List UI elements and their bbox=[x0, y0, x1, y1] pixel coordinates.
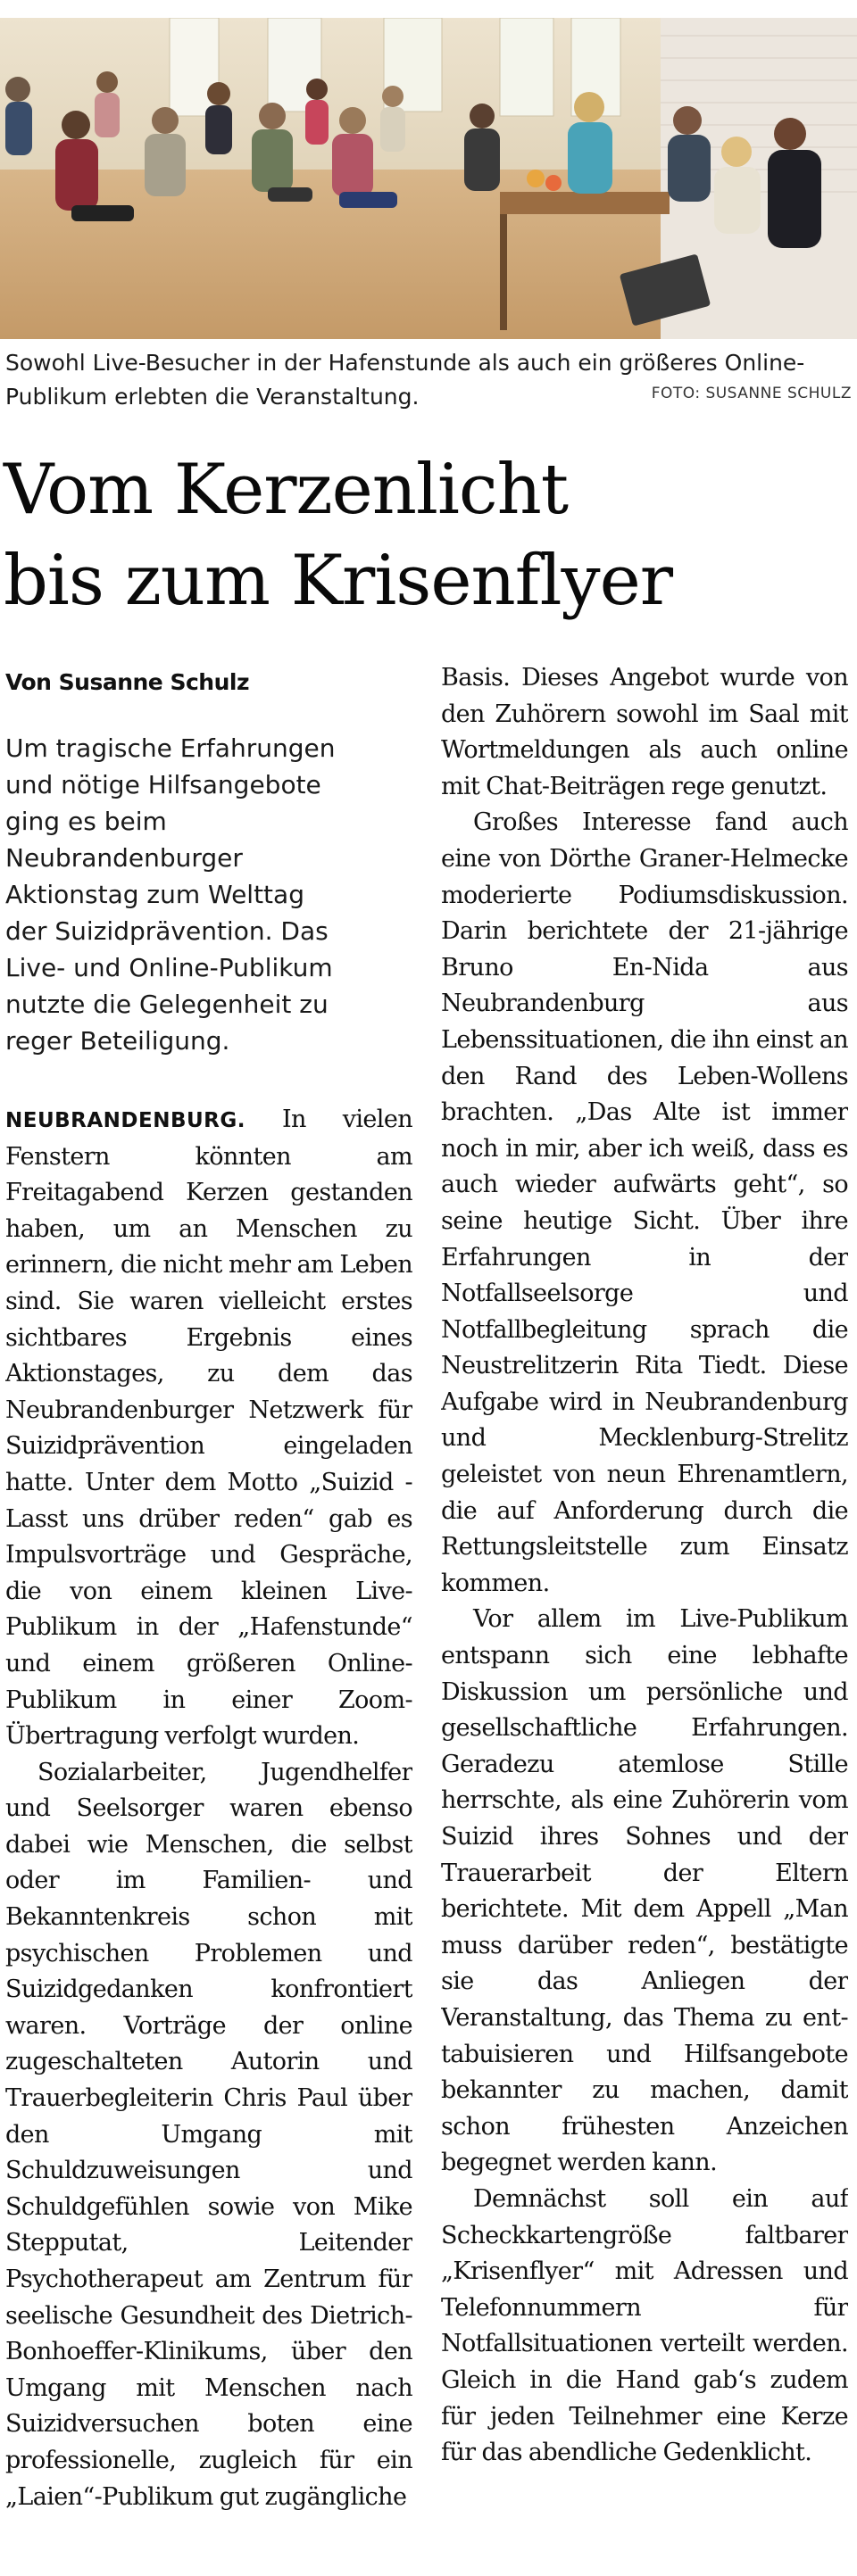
audience-photo-icon bbox=[0, 18, 857, 339]
article-teaser bbox=[5, 730, 412, 1059]
headline-line-2: bis zum Krisenflyer bbox=[4, 541, 673, 621]
photo-credit: FOTO: SUSANNE SCHULZ bbox=[651, 385, 852, 402]
article-paragraph bbox=[5, 1102, 412, 1755]
article-photo bbox=[0, 18, 857, 339]
byline: Von Susanne Schulz bbox=[5, 669, 250, 695]
dateline: NEUBRANDENBURG. bbox=[5, 1109, 246, 1132]
article-column-right bbox=[441, 660, 848, 2570]
teaser-line: Live- und Online-Publikum bbox=[5, 953, 333, 982]
teaser-line: Um tragische Erfahrungen bbox=[5, 733, 336, 763]
teaser-line: und nötige Hilfsangebote bbox=[5, 770, 321, 799]
article-paragraph: Demnächst soll ein auf Scheckkartengröße faltbarer „Krisenflyer“ mit Adressen und Telefonnummern für Notfallsituationen verteilt werden. Gleich in die Hand gab‘s zudem für jeden Teilnehmer eine Kerze für das abendliche Gedenklicht. bbox=[441, 2184, 848, 2467]
teaser-line: ging es beim bbox=[5, 807, 167, 836]
article-paragraph: Vor allem im Live-Publikum entspann sich eine lebhafte Diskussion um persönliche und gesellschaftliche Erfahrungen. Geradezu atemlose Stille herrschte, als eine Zuhörerin vom Suizid ihres Sohnes und der Trauerarbeit der Eltern berichtete. Mit dem Appell „Man muss darüber reden“, bestätigte sie das Anliegen der Veranstaltung, das Thema zu ent-tabuisieren und Hilfsangebote bekannter zu machen, damit schon frühesten Anzeichen begegnet werden kann. bbox=[441, 1605, 848, 2177]
photo-caption bbox=[5, 346, 852, 414]
paragraph-text: In vielen Fenstern könnten am Freitagabend Kerzen gestanden haben, um an Menschen zu erinnern, die nicht mehr am Leben sind. Sie waren vielleicht erstes sichtbares Ergebnis eines Aktionstages, zu dem das Neubrandenburger Netzwerk für Suizidprävention eingeladen hatte. Unter dem Motto „Suizid - Lasst uns drüber reden“ gab es Impulsvorträge und Gespräche, die von einem kleinen Live-Publikum in der „Hafenstunde“ und einem größeren Online-Publikum in einer Zoom-Übertragung verfolgt wurden. bbox=[5, 1106, 412, 1751]
article-paragraph: Großes Interesse fand auch eine von Dörthe Graner-Helmecke moderierte Podiumsdiskussion. Darin berichtete der 21-jährige Bruno En-Nida aus Neubrandenburg aus Lebenssituationen, die ihn einst an den Rand des Leben-Wollens brachten. „Das Alte ist immer noch in mir, aber ich weiß, dass es auch wieder aufwärts geht“, so seine heutige Sicht. Über ihre Erfahrungen in der Notfallseelsorge und Notfallbegleitung sprach die Neustrelitzerin Rita Tiedt. Diese Aufgabe wird in Neubrandenburg und Mecklenburg-Strelitz geleistet von neun Ehrenamtlern, die auf Anforderung durch die Rettungsleitstelle zum Einsatz kommen. bbox=[441, 808, 848, 1597]
teaser-line: Neubrandenburger bbox=[5, 843, 243, 873]
teaser-line: der Suizidprävention. Das bbox=[5, 916, 329, 946]
teaser-line: reger Beteiligung. bbox=[5, 1026, 230, 1056]
article-paragraph: Sozialarbeiter, Jugendhelfer und Seelsorger waren ebenso dabei wie Menschen, die selbst oder im Familien- und Bekanntenkreis schon mit psychischen Problemen und Suizidgedanken konfrontiert waren. Vorträge der online zugeschalteten Autorin und Trauerbegleiterin Chris Paul über den Umgang mit Schuldzuweisungen und Schuldgefühlen sowie von Mike Stepputat, Leitender Psychotherapeut am Zentrum für seelische Gesundheit des Dietrich-Bonhoeffer-Klinikums, über den Umgang mit Menschen nach Suizidversuchen boten eine professionelle, zugleich für ein „Laien“-Publikum gut zugängliche bbox=[5, 1758, 412, 2511]
teaser-line: nutzte die Gelegenheit zu bbox=[5, 990, 329, 1019]
caption-text: Sowohl Live-Besucher in der Hafenstunde als auch ein größeres Online-Publikum erlebten die Veranstaltung. bbox=[5, 350, 805, 410]
headline-line-1: Vom Kerzenlicht bbox=[4, 450, 569, 530]
article-column-left bbox=[5, 660, 412, 2570]
article-headline bbox=[4, 444, 852, 626]
article-paragraph: Basis. Dieses Angebot wurde von den Zuhörern sowohl im Saal mit Wortmeldungen als auch online mit Chat-Beiträgen rege genutzt. bbox=[441, 664, 848, 800]
teaser-line: Aktionstag zum Welttag bbox=[5, 880, 304, 909]
